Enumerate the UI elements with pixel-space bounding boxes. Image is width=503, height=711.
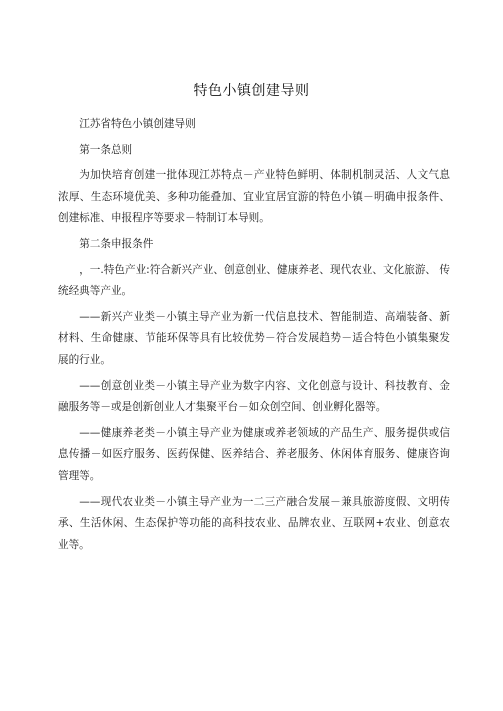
article-1-heading: 第一条总则 [79,143,133,156]
document-subtitle: 江苏省特色小镇创建导则 [79,118,196,130]
document-title: 特色小镇创建导则 [193,83,310,99]
article-2-item-1-paragraph: ，一.特色产业:符合新兴产业、创意创业、健康养老、现代农业、文化旅游、 传统经典等产业。 [58,263,450,298]
article-2-heading: 第二条申报条件 [79,237,154,250]
document-body [58,114,450,560]
health-industry-paragraph: ——健康养老类－小镇主导产业为健康或养老领域的产品生产、服务提供或信 息传播－如医疗服务、医药保健、医养结合、养老服务、休闲体育服务、健康咨询 管理等。 [58,426,450,482]
article-1-paragraph: 为加快培育创建一批体现江苏特点－产业特色鲜明、体制机制灵活、人文气息 浓厚、生态环境优美、多种功能叠加、宜业宜居宜游的特色小镇－明确申报条件、 创建标准、申报程序等要求－特制订本导则。 [58,169,450,225]
new-industry-paragraph: ——新兴产业类－小镇主导产业为新一代信息技术、智能制造、高端装备、新 材料、生命健康、节能环保等具有比较优势－符合发展趋势－适合特色小镇集聚发 展的行业。 [58,310,450,366]
agriculture-industry-paragraph: ——现代农业类－小镇主导产业为一二三产融合发展－兼具旅游度假、文明传 承、生活休闲、生态保护等功能的高科技农业、品牌农业、互联网+农业、创意农 业等。 [58,495,450,551]
creative-industry-paragraph: ——创意创业类－小镇主导产业为数字内容、文化创意与设计、科技教育、金 融服务等－或是创新创业人才集聚平台－如众创空间、创业孵化器等。 [58,379,450,414]
